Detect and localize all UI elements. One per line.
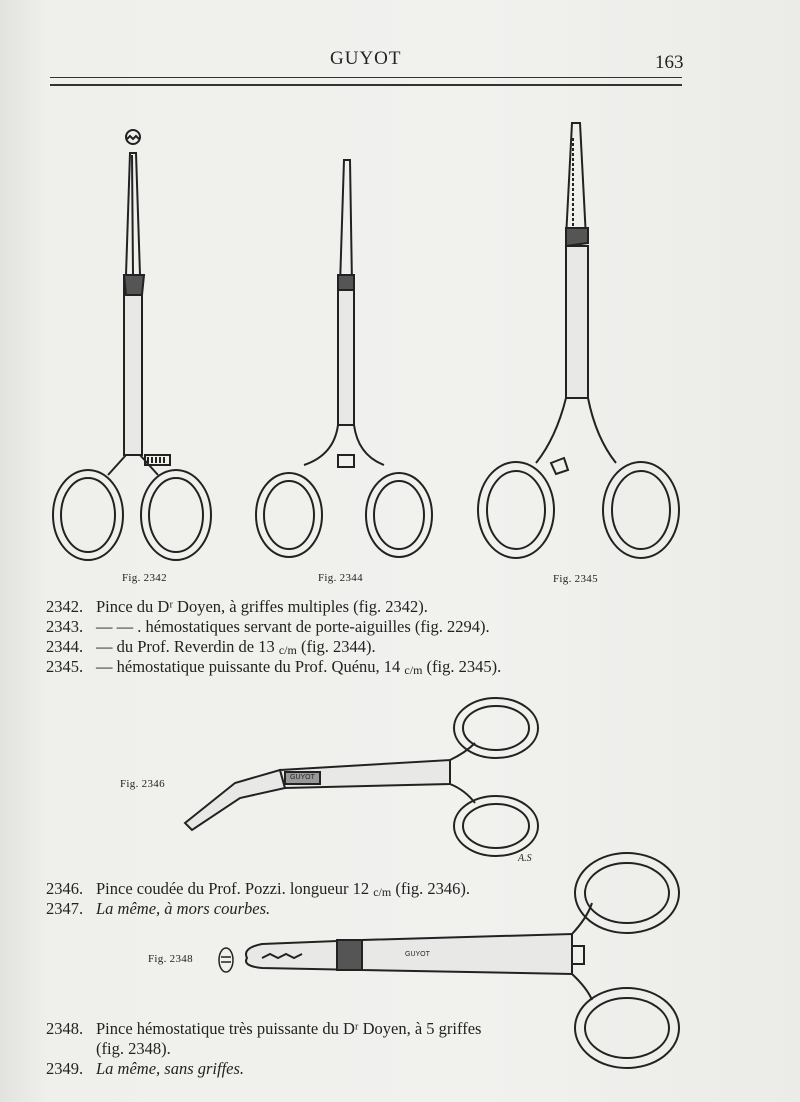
figure-stamp-2348: GUYOT: [405, 951, 430, 958]
entries-top: [46, 597, 706, 677]
entry-2348: 2348. Pince hémostatique très puissante du Dʳ Doyen, à 5 griffes: [46, 1019, 482, 1038]
page-header-title: GUYOT: [330, 48, 402, 69]
entry-2348-cont: (fig. 2348).: [96, 1039, 171, 1058]
entry-2342: 2342. Pince du Dʳ Doyen, à griffes multiples (fig. 2342).: [46, 597, 428, 616]
entry-2346: 2346. Pince coudée du Prof. Pozzi. longueur 12 c/m (fig. 2346).: [46, 879, 471, 899]
forceps-2342-illustration: [48, 125, 218, 565]
figure-label-2344: Fig. 2344: [318, 572, 363, 584]
forceps-2344-illustration: [254, 155, 434, 565]
engraver-signature: A.S: [518, 853, 532, 864]
figure-label-2345: Fig. 2345: [553, 573, 598, 585]
header-rule-thick: [50, 84, 682, 86]
page-number: 163: [655, 52, 684, 73]
entries-bottom: [46, 1019, 586, 1079]
entry-2345: 2345. — hémostatique puissante du Prof. Quénu, 14 c/m (fig. 2345).: [46, 657, 502, 677]
forceps-2346-illustration: [180, 688, 550, 868]
figure-label-2342: Fig. 2342: [122, 572, 167, 584]
entry-2349: 2349. La même, sans griffes.: [46, 1059, 245, 1078]
entry-2344: 2344. — du Prof. Reverdin de 13 c/m (fig. 2344).: [46, 637, 376, 657]
jaw-detail-2348: [216, 945, 236, 975]
figure-label-2346: Fig. 2346: [120, 778, 165, 790]
header-rule-thin: [50, 77, 682, 78]
forceps-2345-illustration: [476, 118, 686, 568]
entry-2347: 2347. La même, à mors courbes.: [46, 899, 271, 918]
figure-label-2348: Fig. 2348: [148, 953, 193, 965]
figure-stamp-2346: GUYOT: [290, 774, 315, 781]
entry-2343: 2343. — — . hémostatiques servant de porte-aiguilles (fig. 2294).: [46, 617, 490, 636]
